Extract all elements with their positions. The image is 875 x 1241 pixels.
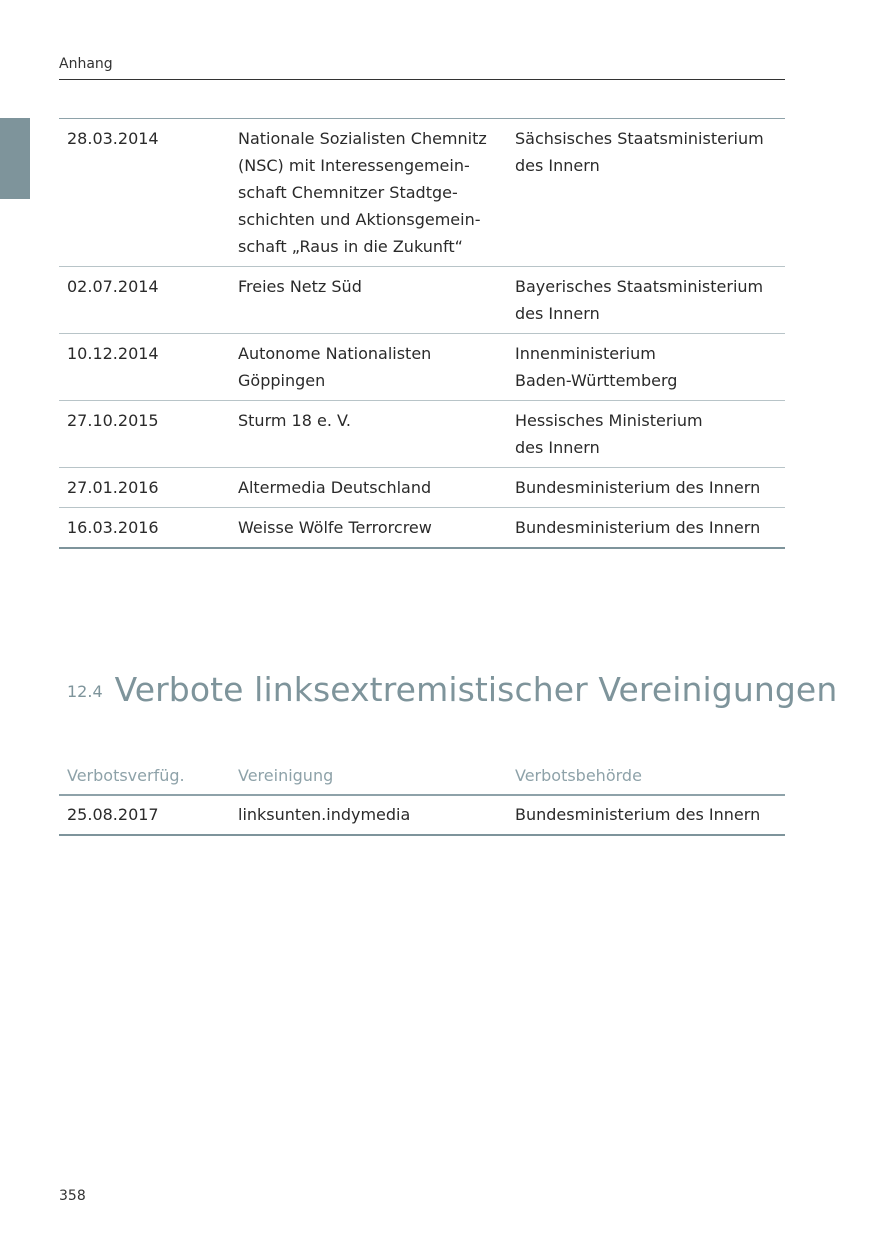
organization-name-line: linksunten.indymedia [238, 805, 411, 824]
page-number: 358 [59, 1188, 86, 1204]
ban-authority-line: des Innern [515, 156, 600, 175]
organization-name-line: schaft „Raus in die Zukunft“ [238, 237, 463, 256]
ban-authority-line: Bundesministerium des Innern [515, 478, 761, 497]
ban-authority-line: Bayerisches Staatsministerium [515, 277, 764, 296]
table-row [59, 468, 785, 508]
section-number: 12.4 [67, 682, 103, 701]
ban-date: 28.03.2014 [67, 129, 159, 148]
ban-authority-line: Sächsisches Staatsministerium [515, 129, 764, 148]
table-header-row [59, 762, 785, 795]
bans-table-right-wing [59, 118, 785, 549]
ban-authority [507, 119, 785, 267]
organization-name [230, 795, 507, 835]
bans-table-body [59, 119, 785, 549]
organization-name-line: Autonome Nationalisten [238, 344, 432, 363]
table-row [59, 334, 785, 401]
table-row [59, 795, 785, 835]
ban-authority-line: Baden-Württemberg [515, 371, 678, 390]
section-title: Verbote linksextremistischer Vereinigungen [114, 670, 838, 709]
organization-name [230, 334, 507, 401]
table-row [59, 119, 785, 267]
column-header-authority: Verbotsbehörde [507, 762, 785, 795]
ban-authority [507, 267, 785, 334]
ban-authority-line: Innenministerium [515, 344, 656, 363]
table-row [59, 508, 785, 549]
ban-authority-line: Hessisches Ministerium [515, 411, 703, 430]
bans-table-body [59, 795, 785, 835]
organization-name [230, 119, 507, 267]
organization-name-line: Nationale Sozialisten Chemnitz [238, 129, 487, 148]
organization-name-line: Göppingen [238, 371, 326, 390]
header-rule [59, 79, 785, 80]
ban-authority [507, 401, 785, 468]
ban-date: 27.10.2015 [59, 401, 230, 468]
ban-date: 25.08.2017 [67, 805, 159, 824]
organization-name-line: Altermedia Deutschland [238, 478, 432, 497]
organization-name-line: (NSC) mit Interessengemein- [238, 156, 470, 175]
chapter-side-tab [0, 118, 30, 199]
organization-name [230, 468, 507, 508]
ban-authority [507, 334, 785, 401]
ban-date: 02.07.2014 [59, 267, 230, 334]
ban-authority-line: des Innern [515, 304, 600, 323]
table-row [59, 401, 785, 468]
ban-date: 27.01.2016 [59, 468, 230, 508]
organization-name [230, 267, 507, 334]
organization-name [230, 401, 507, 468]
organization-name-line: Weisse Wölfe Terrorcrew [238, 518, 432, 537]
running-head: Anhang [59, 56, 113, 72]
ban-authority [507, 508, 785, 549]
organization-name [230, 508, 507, 549]
ban-date: 16.03.2016 [59, 508, 230, 549]
ban-authority-line: des Innern [515, 438, 600, 457]
organization-name-line: schichten und Aktionsgemein- [238, 210, 481, 229]
organization-name-line: Freies Netz Süd [238, 277, 362, 296]
ban-authority-line: Bundesministerium des Innern [515, 805, 761, 824]
section-heading [67, 670, 837, 709]
ban-date: 10.12.2014 [59, 334, 230, 401]
organization-name-line: schaft Chemnitzer Stadtge- [238, 183, 458, 202]
ban-authority-line: Bundesministerium des Innern [515, 518, 761, 537]
table-row [59, 267, 785, 334]
column-header-date: Verbotsverfüg. [59, 762, 230, 795]
ban-authority [507, 468, 785, 508]
organization-name-line: Sturm 18 e. V. [238, 411, 351, 430]
bans-table-left-wing [59, 762, 785, 836]
column-header-organization: Vereinigung [230, 762, 507, 795]
ban-authority [507, 795, 785, 835]
